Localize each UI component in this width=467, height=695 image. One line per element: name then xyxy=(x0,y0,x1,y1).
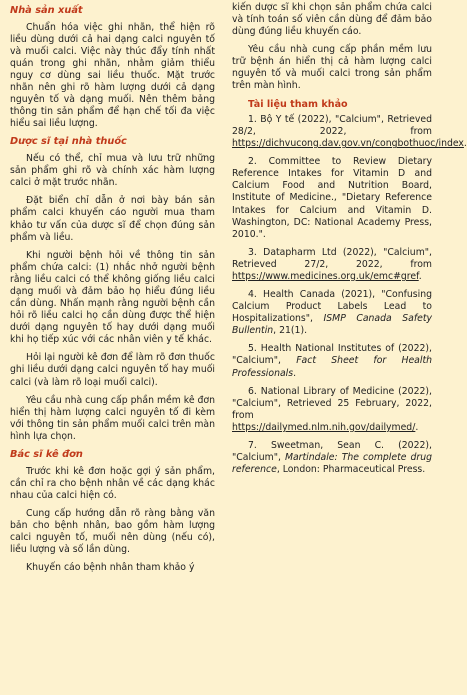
software-paragraph: Yêu cầu nhà cung cấp phần mềm lưu trữ bệnh án hiển thị cả hàm lượng calci nguyên tố và muối calci trong sản phẩm trên màn hình. xyxy=(232,44,432,92)
reference-4-end: , 21(1). xyxy=(273,325,308,337)
reference-7 xyxy=(232,440,432,476)
reference-7-title: Martindale: The complete drug reference xyxy=(232,451,432,476)
reference-1-text: 1. Bộ Y tế (2022), "Calcium", Retrieved 28/2, 2022, from xyxy=(232,114,432,138)
reference-7-end: , London: Pharmaceutical Press. xyxy=(276,464,426,476)
reference-5 xyxy=(232,343,432,379)
reference-1-end: . xyxy=(463,138,467,150)
pharmacist-paragraph-4: Hỏi lại người kê đơn để làm rõ đơn thuốc ghi liều dưới dạng calci nguyên tố hay muối calci (và làm rõ loại muối calci). xyxy=(10,352,215,388)
reference-3-text: 3. Datapharm Ltd (2022), "Calcium", Retrieved 27/2, 2022, from xyxy=(232,246,432,270)
prescriber-paragraph-2: Cung cấp hướng dẫn rõ ràng bằng văn bản cho bệnh nhân, bao gồm hàm lượng calci nguyên tố, muối nên dùng (nếu có), liều lượng và số lần dùng. xyxy=(10,507,215,556)
reference-5-text: 5. Health National Institutes of (2022), "Calcium", xyxy=(232,343,432,367)
reference-1 xyxy=(232,114,467,150)
heading-prescriber: Bác sĩ kê đơn xyxy=(10,448,83,460)
reference-6-text: 6. National Library of Medicine (2022), "Calcium", Retrieved 25 February, 2022, from xyxy=(232,385,432,421)
references-heading: Tài liệu tham khảo xyxy=(248,98,348,110)
right-column xyxy=(232,2,467,482)
manufacturer-paragraph: Chuẩn hóa việc ghi nhãn, thể hiện rõ liều dùng dưới cả hai dạng calci nguyên tố và muối calci. Việc này thúc đẩy tính nhất quán trong ghi nhãn, nhằm giảm thiểu nguy cơ dùng sai liều thuốc. Mặt trước nhãn nên ghi rõ hàm lượng dưới cả dạng nguyên tố và dạng muối. Nên thêm bảng thông tin sản phẩm để hạn chế tối đa việc hiểu sai liều lượng. xyxy=(10,21,215,130)
pharmacist-paragraph-3: Khi người bệnh hỏi về thông tin sản phẩm chứa calci: (1) nhắc nhở người bệnh rằng liều calci có thể không giống liều calci dạng muối và đảm bảo họ hiểu đúng liều cần dùng. Nhấn mạnh rằng người bệnh cần hỏi rõ liều calci họ cần dùng được thể hiện dưới dạng nguyên tố hay dưới dạng muối khi họ tiếp xúc với các nhân viên y tế khác. xyxy=(10,249,215,346)
reference-1-link[interactable]: https://dichvucong.dav.gov.vn/congbothuoc/index xyxy=(232,138,464,150)
reference-4-text: 4. Health Canada (2021), "Confusing Calcium Product Labels Lead to Hospitalizations", xyxy=(232,289,432,325)
pharmacist-paragraph-2: Đặt biển chỉ dẫn ở nơi bày bán sản phẩm calci khuyến cáo người mua tham khảo tư vấn của dược sĩ để chọn đúng sản phẩm và liều. xyxy=(10,195,215,243)
prescriber-paragraph-1: Trước khi kê đơn hoặc gợi ý sản phẩm, cần chỉ ra cho bệnh nhân về các dạng khác nhau của calci hiện có. xyxy=(10,465,215,501)
reference-6 xyxy=(232,386,432,434)
reference-2 xyxy=(232,156,432,241)
reference-6-end: . xyxy=(415,421,419,433)
reference-3-link[interactable]: https://www.medicines.org.uk/emc#gref xyxy=(232,270,419,282)
reference-3 xyxy=(232,247,432,283)
continued-paragraph: kiến dược sĩ khi chọn sản phẩm chứa calci và tính toán số viên cần dùng để đảm bảo dùng đúng liều khuyến cáo. xyxy=(232,2,432,38)
pharmacist-paragraph-1: Nếu có thể, chỉ mua và lưu trữ những sản phẩm ghi rõ và chính xác hàm lượng calci ở mặt trước nhãn. xyxy=(10,153,215,189)
reference-7-text: 7. Sweetman, Sean C. (2022), "Calcium", xyxy=(232,439,432,463)
heading-pharmacist: Dược sĩ tại nhà thuốc xyxy=(10,136,127,148)
prescriber-paragraph-3: Khuyến cáo bệnh nhân tham khảo ý xyxy=(26,562,195,574)
pharmacist-paragraph-5: Yêu cầu nhà cung cấp phần mềm kê đơn hiển thị hàm lượng calci nguyên tố đi kèm với thông tin sản phẩm muối calci trên màn hình lựa chọn. xyxy=(10,394,215,442)
reference-5-end: . xyxy=(293,367,297,379)
reference-4 xyxy=(232,289,432,337)
left-column xyxy=(10,2,215,580)
heading-manufacturer: Nhà sản xuất xyxy=(10,5,83,16)
reference-4-journal: ISMP Canada Safety Bullentin xyxy=(232,313,433,337)
reference-5-title: Fact Sheet for Health Professionals xyxy=(232,355,432,379)
reference-2-text: 2. Committee to Review Dietary Reference Intakes for Vitamin D and Calcium Food and Nutrition Board, Institute of Medicine., "Dietary Reference Intakes for Calcium and Vitamin D. Washington, DC: National Academy Press, 2010.". xyxy=(232,156,432,240)
reference-3-end: . xyxy=(418,270,422,282)
reference-6-link[interactable]: https://dailymed.nlm.nih.gov/dailymed/ xyxy=(232,421,416,433)
